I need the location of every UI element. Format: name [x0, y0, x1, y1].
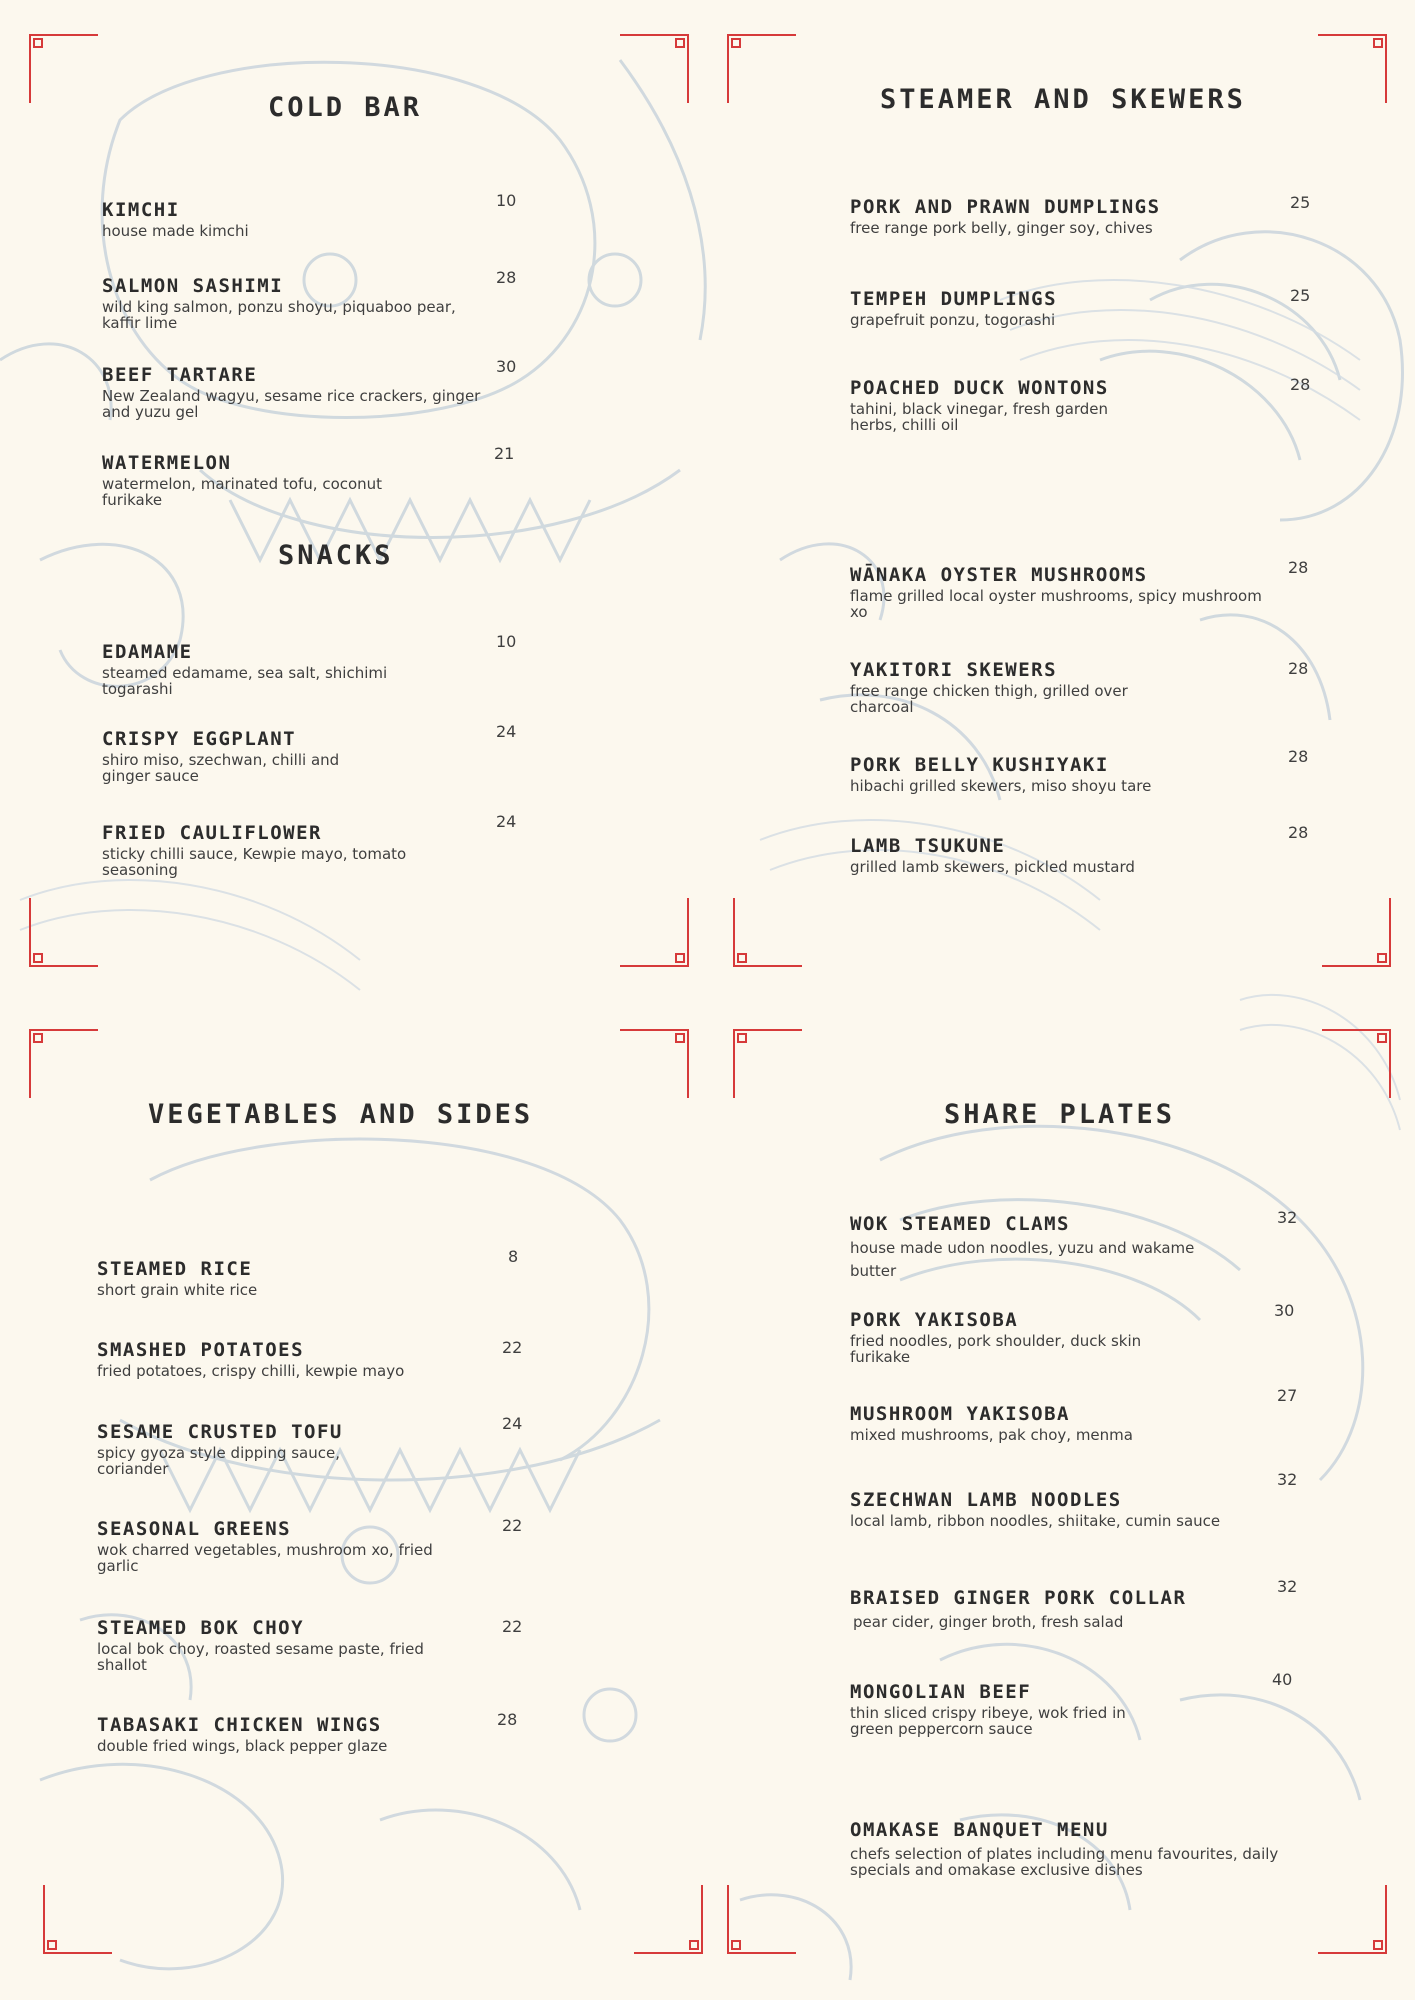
menu-item-steamed-bok-choy [97, 1616, 437, 1673]
section-title-snacks: SNACKS [278, 540, 394, 571]
corner-ornament-icon [28, 898, 98, 968]
corner-ornament-icon [42, 1885, 112, 1955]
section-title-vegetables-and-sides: VEGETABLES AND SIDES [148, 1099, 534, 1130]
menu-item-name: OMAKASE BANQUET MENU [850, 1819, 1109, 1841]
menu-item-description: house made kimchi [102, 222, 249, 240]
menu-item-name: STEAMED BOK CHOY [97, 1617, 305, 1639]
menu-item-description: thin sliced crispy ribeye, wok fried in green peppercorn sauce [850, 1704, 1126, 1738]
corner-ornament-icon [726, 1885, 796, 1955]
menu-item-description: spicy gyoza style dipping sauce, coriander [97, 1444, 340, 1478]
menu-item-name: WOK STEAMED CLAMS [850, 1213, 1070, 1235]
menu-item-name: POACHED DUCK WONTONS [850, 377, 1109, 399]
menu-item-price: 10 [496, 191, 517, 210]
corner-ornament-icon [620, 898, 690, 968]
corner-ornament-icon [726, 33, 796, 103]
menu-item-price: 10 [496, 632, 517, 651]
menu-item-sesame-crusted-tofu [97, 1420, 397, 1477]
menu-item-description: wild king salmon, ponzu shoyu, piquaboo pear, kaffir lime [102, 298, 456, 332]
menu-item-price: 22 [502, 1516, 523, 1535]
menu-item-name: SESAME CRUSTED TOFU [97, 1421, 343, 1443]
menu-item-price: 22 [502, 1338, 523, 1357]
menu-item-kimchi [102, 198, 482, 239]
menu-item-mongolian-beef [850, 1680, 1170, 1737]
menu-item-name: SALMON SASHIMI [102, 275, 284, 297]
menu-item-price: 30 [496, 357, 517, 376]
menu-item-description: local lamb, ribbon noodles, shiitake, cumin sauce [850, 1512, 1221, 1530]
menu-item-price: 28 [1288, 659, 1309, 678]
menu-item-name: KIMCHI [102, 199, 180, 221]
menu-item-description: fried noodles, pork shoulder, duck skin furikake [850, 1332, 1142, 1366]
menu-item-description: flame grilled local oyster mushrooms, spicy mushroom xo [850, 587, 1262, 621]
corner-ornament-icon [634, 1885, 704, 1955]
menu-item-price: 22 [502, 1617, 523, 1636]
menu-item-szechwan-lamb-noodles [850, 1488, 1290, 1529]
corner-ornament-icon [28, 33, 98, 103]
menu-item-name: TEMPEH DUMPLINGS [850, 288, 1058, 310]
corner-ornament-icon [28, 1028, 98, 1098]
menu-item-name: PORK YAKISOBA [850, 1309, 1019, 1331]
menu-item-crispy-eggplant [102, 727, 372, 784]
menu-item-price: 25 [1290, 193, 1311, 212]
menu-item-name: SZECHWAN LAMB NOODLES [850, 1489, 1122, 1511]
menu-item-name: EDAMAME [102, 641, 193, 663]
menu-item-tabasaki-chicken-wings [97, 1713, 497, 1754]
menu-item-price: 24 [496, 812, 517, 831]
menu-item-name: BEEF TARTARE [102, 364, 258, 386]
menu-item-price: 21 [494, 444, 515, 463]
menu-item-yakitori-skewers [850, 658, 1170, 715]
menu-item-omakase-banquet-menu [850, 1818, 1310, 1878]
menu-item-price: 28 [1288, 747, 1309, 766]
menu-item-price: 40 [1272, 1670, 1293, 1689]
menu-item-description: fried potatoes, crispy chilli, kewpie mayo [97, 1362, 405, 1380]
menu-item-braised-ginger-pork-collar [850, 1586, 1290, 1630]
section-title-cold-bar: COLD BAR [268, 92, 423, 123]
menu-item-seasonal-greens [97, 1517, 437, 1574]
menu-item-price: 8 [508, 1247, 519, 1266]
menu-item-description: free range chicken thigh, grilled over charcoal [850, 682, 1128, 716]
corner-ornament-icon [1322, 898, 1392, 968]
menu-item-description: local bok choy, roasted sesame paste, fried shallot [97, 1640, 424, 1674]
menu-item-price: 28 [1290, 375, 1311, 394]
section-title-steamer-and-skewers: STEAMER AND SKEWERS [880, 84, 1246, 115]
menu-item-name: MONGOLIAN BEEF [850, 1681, 1032, 1703]
corner-ornament-icon [1318, 1885, 1388, 1955]
menu-item-watermelon [102, 451, 422, 508]
menu-item-fried-cauliflower [102, 821, 442, 878]
menu-item-description: New Zealand wagyu, sesame rice crackers, ginger and yuzu gel [102, 387, 481, 421]
menu-item-name: WATERMELON [102, 452, 232, 474]
menu-item-price: 28 [496, 268, 517, 287]
menu-item-description: wok charred vegetables, mushroom xo, fried garlic [97, 1541, 433, 1575]
menu-item-description: sticky chilli sauce, Kewpie mayo, tomato seasoning [102, 845, 407, 879]
menu-item-name: PORK AND PRAWN DUMPLINGS [850, 196, 1161, 218]
menu-item-poached-duck-wontons [850, 376, 1150, 433]
menu-item-name: BRAISED GINGER PORK COLLAR [850, 1587, 1187, 1609]
menu-item-description: grapefruit ponzu, togorashi [850, 311, 1056, 329]
menu-item-tempeh-dumplings [850, 287, 1270, 328]
menu-item-description: tahini, black vinegar, fresh garden herbs, chilli oil [850, 400, 1109, 434]
menu-item-name: WĀNAKA OYSTER MUSHROOMS [850, 564, 1148, 586]
menu-item-price: 30 [1274, 1301, 1295, 1320]
menu-item-smashed-potatoes [97, 1338, 497, 1379]
menu-item-name: FRIED CAULIFLOWER [102, 822, 322, 844]
corner-ornament-icon [732, 898, 802, 968]
menu-item-price: 27 [1277, 1386, 1298, 1405]
menu-item-description: watermelon, marinated tofu, coconut furikake [102, 475, 383, 509]
menu-item-name: YAKITORI SKEWERS [850, 659, 1058, 681]
corner-ornament-icon [620, 33, 690, 103]
menu-item-price: 28 [1288, 823, 1309, 842]
menu-item-name: MUSHROOM YAKISOBA [850, 1403, 1070, 1425]
menu-item-description: house made udon noodles, yuzu and wakame butter [850, 1239, 1195, 1280]
menu-item-description: pear cider, ginger broth, fresh salad [853, 1613, 1124, 1631]
corner-ornament-icon [732, 1028, 802, 1098]
menu-item-price: 24 [496, 722, 517, 741]
menu-item-description: shiro miso, szechwan, chilli and ginger sauce [102, 751, 340, 785]
menu-item-price: 25 [1290, 286, 1311, 305]
menu-item-name: SEASONAL GREENS [97, 1518, 292, 1540]
corner-ornament-icon [1318, 33, 1388, 103]
menu-item-pork-yakisoba [850, 1308, 1180, 1365]
menu-item-price: 32 [1277, 1208, 1298, 1227]
section-title-share-plates: SHARE PLATES [944, 1099, 1176, 1130]
menu-item-description: free range pork belly, ginger soy, chives [850, 219, 1153, 237]
menu-item-edamame [102, 640, 422, 697]
menu-item-description: chefs selection of plates including menu favourites, daily specials and omakase exclusive dishes [850, 1845, 1279, 1879]
menu-item-name: TABASAKI CHICKEN WINGS [97, 1714, 382, 1736]
menu-item-name: PORK BELLY KUSHIYAKI [850, 754, 1109, 776]
menu-item-description: double fried wings, black pepper glaze [97, 1737, 388, 1755]
menu-item-pork-belly-kushiyaki [850, 753, 1270, 794]
menu-item-description: mixed mushrooms, pak choy, menma [850, 1426, 1133, 1444]
menu-item-price: 32 [1277, 1470, 1298, 1489]
menu-item-name: CRISPY EGGPLANT [102, 728, 297, 750]
menu-item-price: 32 [1277, 1577, 1298, 1596]
menu-item-price: 28 [1288, 558, 1309, 577]
menu-item-description: steamed edamame, sea salt, shichimi togarashi [102, 664, 388, 698]
menu-item-description: hibachi grilled skewers, miso shoyu tare [850, 777, 1152, 795]
menu-item-name: LAMB TSUKUNE [850, 835, 1006, 857]
menu-item-pork-and-prawn-dumplings [850, 195, 1270, 236]
menu-item-salmon-sashimi [102, 274, 482, 331]
corner-ornament-icon [1322, 1028, 1392, 1098]
menu-item-lamb-tsukune [850, 834, 1270, 875]
menu-item-name: STEAMED RICE [97, 1258, 253, 1280]
corner-ornament-icon [620, 1028, 690, 1098]
menu-item-description: short grain white rice [97, 1281, 258, 1299]
menu-item-beef-tartare [102, 363, 482, 420]
menu-item-description: grilled lamb skewers, pickled mustard [850, 858, 1135, 876]
menu-item-price: 24 [502, 1414, 523, 1433]
menu-item-price: 28 [497, 1710, 518, 1729]
menu-item-wok-steamed-clams [850, 1212, 1230, 1283]
menu-item-mushroom-yakisoba [850, 1402, 1270, 1443]
menu-item-wanaka-oyster-mushrooms [850, 563, 1270, 620]
menu-item-steamed-rice [97, 1257, 437, 1298]
menu-item-name: SMASHED POTATOES [97, 1339, 305, 1361]
